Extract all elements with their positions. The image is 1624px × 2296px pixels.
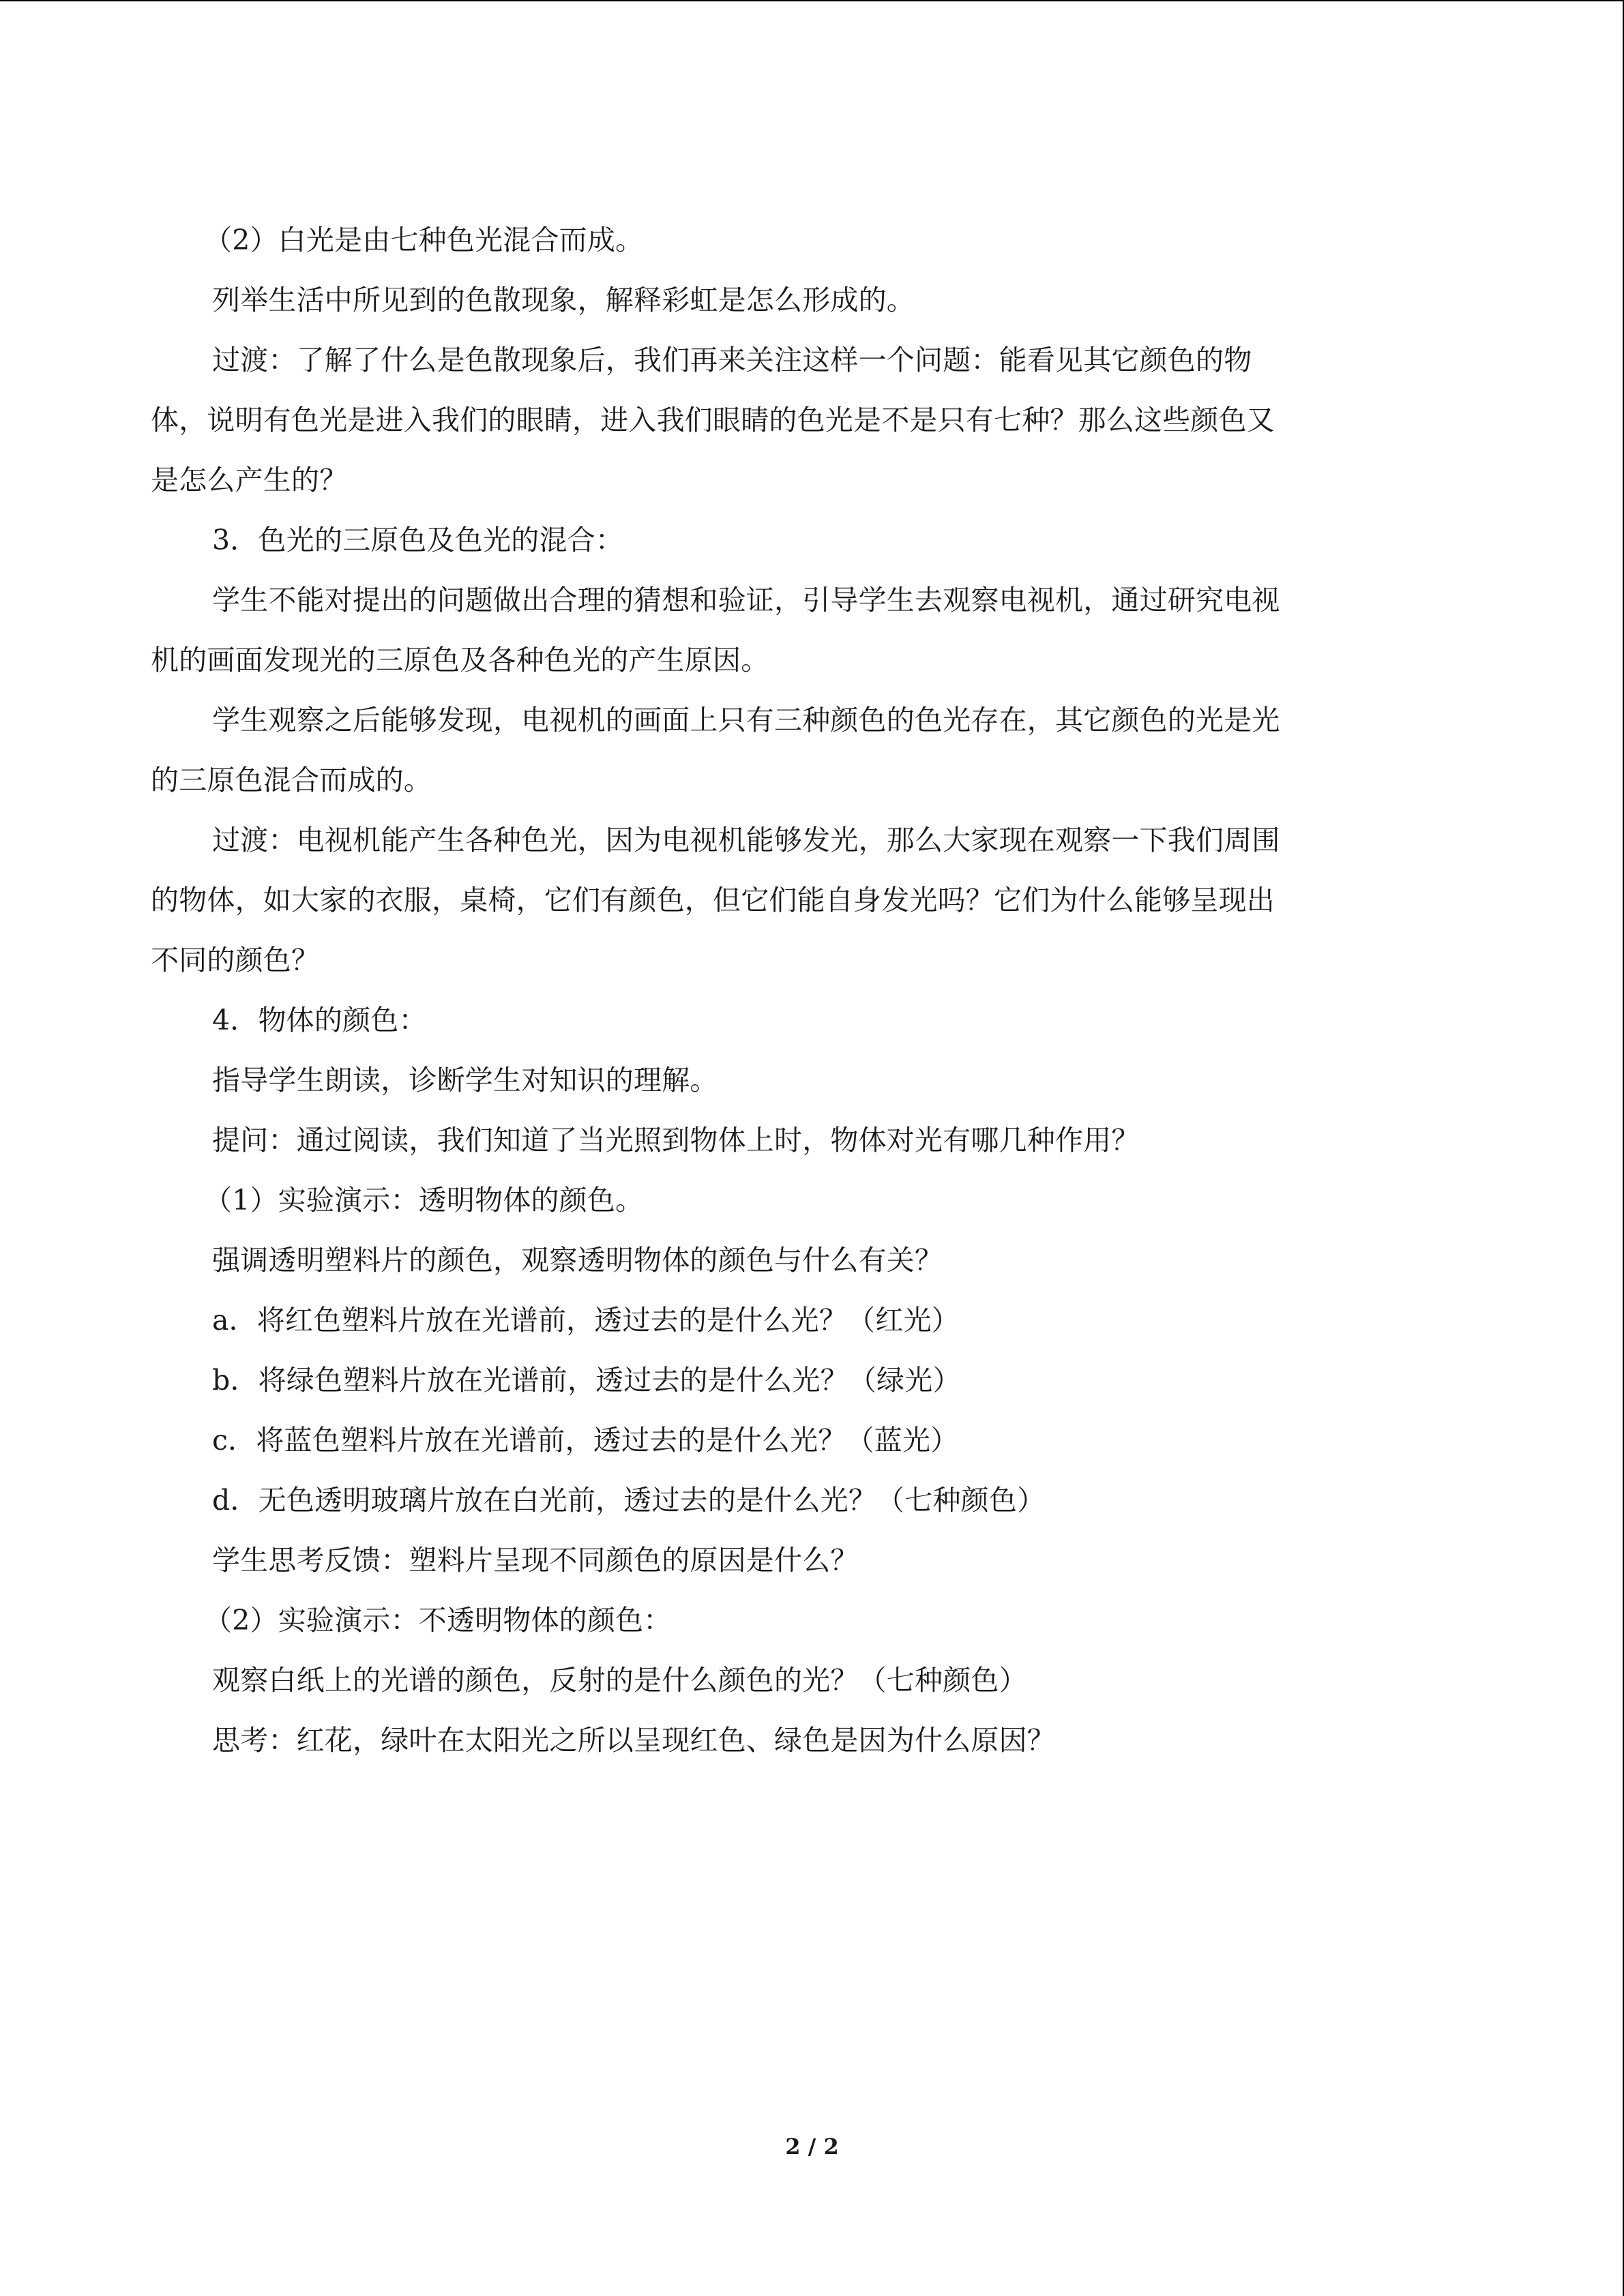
paragraph-line: 学生思考反馈：塑料片呈现不同颜色的原因是什么？ <box>212 1544 859 1577</box>
paragraph-line: 思考：红花，绿叶在太阳光之所以呈现红色、绿色是因为什么原因？ <box>212 1724 1055 1757</box>
paragraph-line: 提问：通过阅读，我们知道了当光照到物体上时，物体对光有哪几种作用？ <box>212 1124 1140 1157</box>
paragraph-line: （2）白光是由七种色光混合而成。 <box>204 224 644 256</box>
list-item: c．将蓝色塑料片放在光谱前，透过去的是什么光？（蓝光） <box>212 1424 959 1457</box>
paragraph-line: 过渡：了解了什么是色散现象后，我们再来关注这样一个问题：能看见其它颜色的物 <box>212 344 1252 376</box>
section-heading: 3．色光的三原色及色光的混合： <box>212 524 624 556</box>
paragraph-line: （1）实验演示：透明物体的颜色。 <box>204 1184 644 1217</box>
paragraph-line: 不同的颜色？ <box>151 944 320 976</box>
page-number: 2 / 2 <box>785 2134 839 2160</box>
paragraph-line: 是怎么产生的？ <box>151 464 348 496</box>
paragraph-line: （2）实验演示：不透明物体的颜色： <box>204 1604 672 1637</box>
list-item: b．将绿色塑料片放在光谱前，透过去的是什么光？（绿光） <box>212 1364 961 1397</box>
list-item: a．将红色塑料片放在光谱前，透过去的是什么光？（红光） <box>212 1304 960 1337</box>
paragraph-line: 列举生活中所见到的色散现象，解释彩虹是怎么形成的。 <box>212 284 915 316</box>
paragraph-line: 观察白纸上的光谱的颜色，反射的是什么颜色的光？（七种颜色） <box>212 1664 1027 1697</box>
paragraph-line: 强调透明塑料片的颜色，观察透明物体的颜色与什么有关？ <box>212 1244 943 1277</box>
paragraph-line: 体，说明有色光是进入我们的眼睛，进入我们眼睛的色光是不是只有七种？那么这些颜色又 <box>151 404 1275 436</box>
paragraph-line: 的物体，如大家的衣服，桌椅，它们有颜色，但它们能自身发光吗？它们为什么能够呈现出 <box>151 884 1275 916</box>
paragraph-line: 过渡：电视机能产生各种色光，因为电视机能够发光，那么大家现在观察一下我们周围 <box>212 824 1280 856</box>
paragraph-line: 机的画面发现光的三原色及各种色光的产生原因。 <box>151 644 769 676</box>
list-item: d．无色透明玻璃片放在白光前，透过去的是什么光？（七种颜色） <box>212 1484 1046 1517</box>
paragraph-line: 指导学生朗读，诊断学生对知识的理解。 <box>212 1064 718 1097</box>
paragraph-line: 学生不能对提出的问题做出合理的猜想和验证，引导学生去观察电视机，通过研究电视 <box>212 584 1280 616</box>
section-heading: 4．物体的颜色： <box>212 1004 427 1037</box>
document-body <box>151 210 1459 1770</box>
paragraph-line: 学生观察之后能够发现，电视机的画面上只有三种颜色的色光存在，其它颜色的光是光 <box>212 704 1280 736</box>
paragraph-line: 的三原色混合而成的。 <box>151 764 432 796</box>
